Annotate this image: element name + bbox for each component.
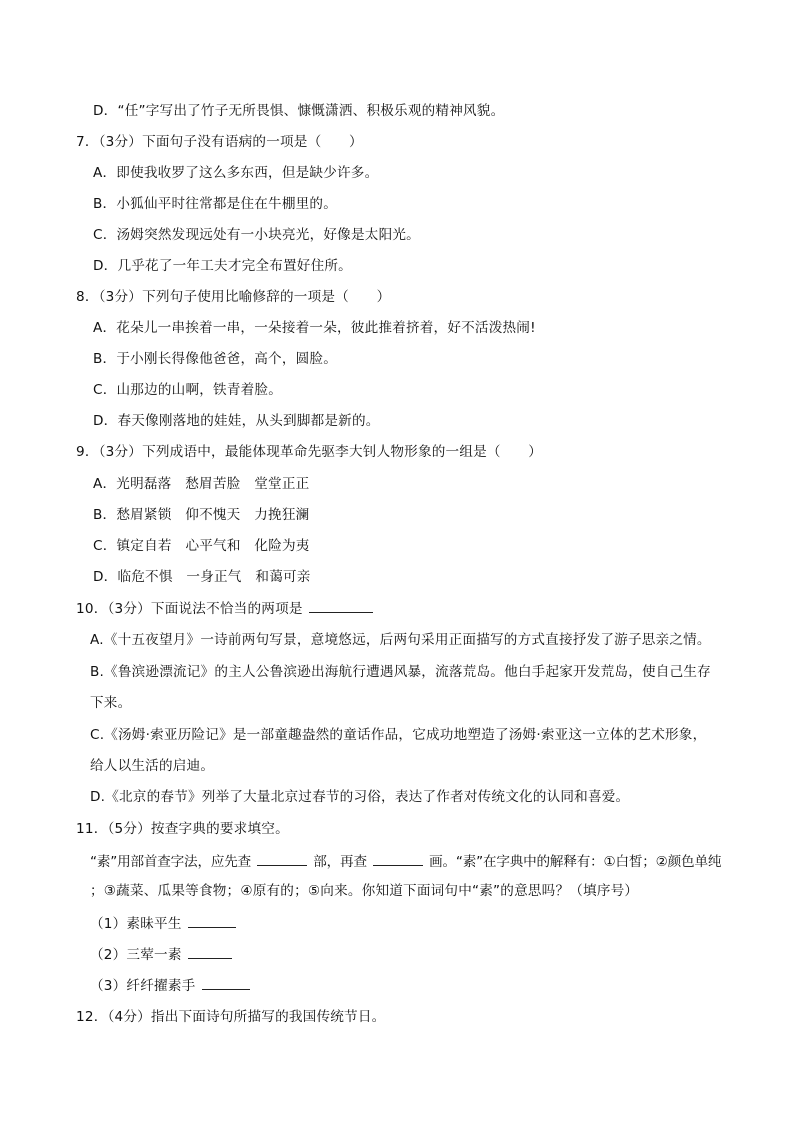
q11-item-2 [90, 944, 234, 965]
q8-option-d: D．春天像刚落地的娃娃，从头到脚都是新的。 [93, 413, 380, 429]
question-10 [76, 598, 375, 619]
question-11: 11．（5分）按查字典的要求填空。 [76, 821, 289, 837]
q11-strokes-blank[interactable] [373, 851, 423, 866]
q11-item-1-text: （1）素昧平生 [90, 916, 182, 932]
q11-radical-blank[interactable] [257, 851, 307, 866]
q11-text-part2: 部，再查 [313, 854, 367, 870]
q11-item-2-text: （2）三荤一素 [90, 947, 182, 963]
q10-answer-blank[interactable] [309, 598, 373, 613]
q10-option-c-line2: 给人以生活的启迪。 [90, 758, 215, 774]
q11-paragraph-line1 [90, 851, 721, 872]
q10-option-b-line2: 下来。 [90, 695, 132, 711]
q10-option-b-line1: B.《鲁滨逊漂流记》的主人公鲁滨逊出海航行遭遇风暴，流落荒岛。他白手起家开发荒岛，使自己生存 [90, 664, 711, 680]
q11-text-part1: “素”用部首查字法，应先查 [90, 854, 252, 870]
question-10-text: 10．（3分）下面说法不恰当的两项是 [76, 601, 303, 617]
q11-item-2-blank[interactable] [188, 944, 232, 959]
q11-text-part3: 画。“素”在字典中的解释有：①白皙；②颜色单纯 [429, 854, 722, 870]
q7-option-b: B．小狐仙平时往常都是住在牛棚里的。 [93, 196, 338, 212]
question-7: 7．（3分）下面句子没有语病的一项是（ ） [76, 134, 363, 150]
q9-option-b: B．愁眉紧锁 仰不愧天 力挽狂澜 [93, 507, 310, 523]
q10-option-a: A.《十五夜望月》一诗前两句写景，意境悠远，后两句采用正面描写的方式直接抒发了游子思亲之情。 [90, 632, 711, 648]
q11-item-3-blank[interactable] [202, 975, 250, 990]
q8-option-b: B．于小刚长得像他爸爸，高个，圆脸。 [93, 351, 338, 367]
q7-option-a: A．即使我收罗了这么多东西，但是缺少许多。 [93, 165, 379, 181]
q10-option-c-line1: C.《汤姆·索亚历险记》是一部童趣盎然的童话作品，它成功地塑造了汤姆·索亚这一立体的艺术形象， [90, 727, 707, 743]
q10-option-d: D.《北京的春节》列举了大量北京过春节的习俗，表达了作者对传统文化的认同和喜爱。 [90, 789, 630, 805]
q6-option-d: D．“任”字写出了竹子无所畏惧、慷慨潇洒、积极乐观的精神风貌。 [93, 103, 505, 119]
question-12: 12．（4分）指出下面诗句所描写的我国传统节日。 [76, 1009, 386, 1025]
q11-item-1-blank[interactable] [188, 913, 236, 928]
q11-item-3-text: （3）纤纤擢素手 [90, 978, 196, 994]
q7-option-c: C．汤姆突然发现远处有一小块亮光，好像是太阳光。 [93, 227, 420, 243]
q9-option-a: A．光明磊落 愁眉苦脸 堂堂正正 [93, 476, 310, 492]
q9-option-c: C．镇定自若 心平气和 化险为夷 [93, 538, 310, 554]
question-9: 9．（3分）下列成语中，最能体现革命先驱李大钊人物形象的一组是（ ） [76, 444, 543, 460]
q11-item-3 [90, 975, 252, 996]
q7-option-d: D．几乎花了一年工夫才完全布置好住所。 [93, 258, 352, 274]
question-8: 8．（3分）下列句子使用比喻修辞的一项是（ ） [76, 289, 391, 305]
q9-option-d: D．临危不惧 一身正气 和蔼可亲 [93, 569, 311, 585]
q11-item-1 [90, 913, 238, 934]
q11-paragraph-line2: ；③蔬菜、瓜果等食物；④原有的；⑤向来。你知道下面词句中“素”的意思吗？（填序号） [90, 883, 639, 899]
q8-option-a: A．花朵儿一串挨着一串，一朵接着一朵，彼此推着挤着，好不活泼热闹! [93, 320, 536, 336]
q8-option-c: C．山那边的山啊，铁青着脸。 [93, 382, 283, 398]
